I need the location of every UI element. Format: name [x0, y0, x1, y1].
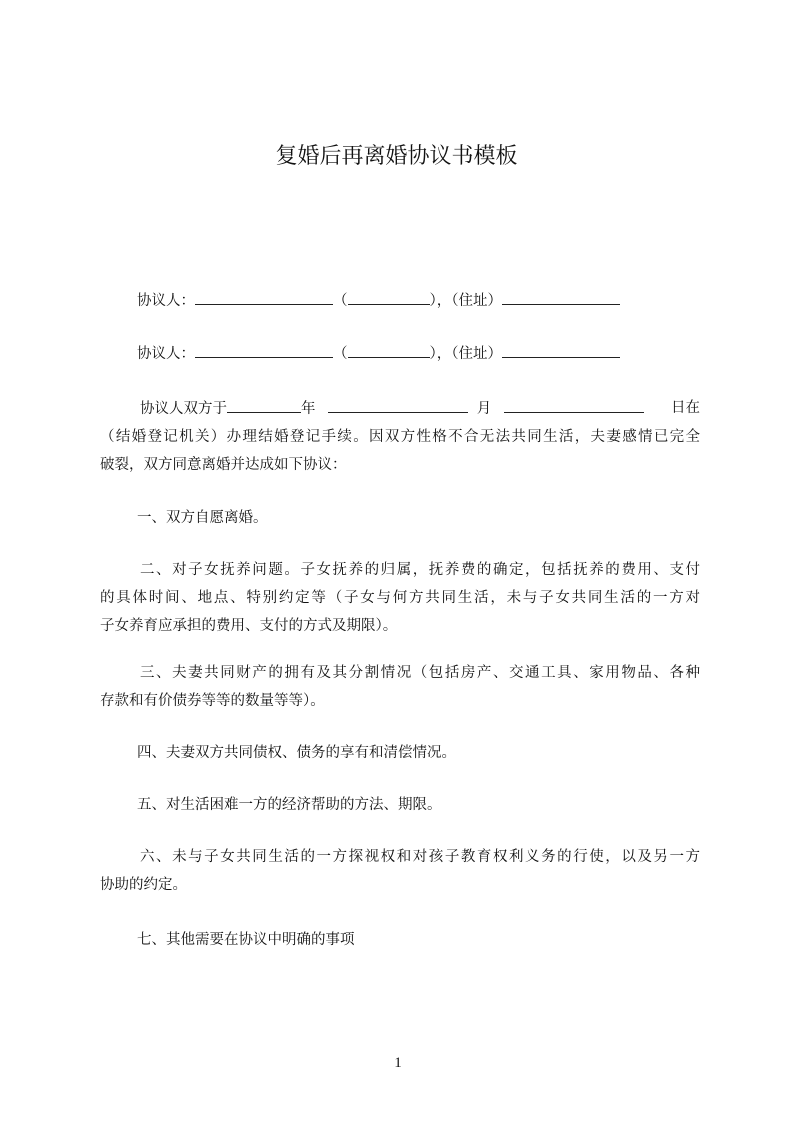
clause-3-line-2: 存款和有价债券等等的数量等等）。: [100, 693, 325, 709]
day-label: 日在: [671, 400, 700, 416]
party-line-2: [137, 343, 620, 364]
clause-3-line-1: 三、夫妻共同财产的拥有及其分割情况（包括房产、交通工具、家用物品、各种: [140, 665, 700, 681]
document-title: 复婚后再离婚协议书模板: [275, 144, 518, 169]
intro-line-1: [140, 398, 700, 419]
intro-text: 协议人双方于: [140, 401, 227, 417]
id-blank[interactable]: [348, 290, 430, 305]
paren-close: ），: [429, 346, 452, 362]
address-blank[interactable]: [502, 343, 620, 358]
clause-2-line-3: 子女养育应承担的费用、支付的方式及期限）。: [100, 618, 398, 634]
clause-2-line-1: 二、对子女抚养问题。子女抚养的归属，抚养费的确定，包括抚养的费用、支付: [140, 562, 700, 578]
address-label: （住址）: [451, 293, 502, 309]
party-line-1: [137, 290, 620, 311]
party-label: 协议人：: [137, 293, 195, 309]
address-label: （住址）: [451, 346, 502, 362]
paren-open: （: [333, 293, 348, 309]
address-blank[interactable]: [502, 290, 620, 305]
year-blank[interactable]: [227, 398, 301, 413]
name-blank[interactable]: [195, 290, 333, 305]
intro-line-2: （结婚登记机关）办理结婚登记手续。因双方性格不合无法共同生活，夫妻感情已完全: [100, 429, 700, 445]
id-blank[interactable]: [348, 343, 430, 358]
year-label: 年: [301, 401, 316, 417]
clause-6-line-2: 协助的约定。: [100, 877, 187, 893]
clause-6-line-1: 六、未与子女共同生活的一方探视权和对孩子教育权利义务的行使，以及另一方: [140, 849, 700, 865]
page-number: 1: [394, 1055, 402, 1071]
name-blank[interactable]: [195, 343, 333, 358]
month-blank[interactable]: [328, 398, 468, 413]
clause-4: 四、夫妻双方共同债权、债务的享有和清偿情况。: [137, 745, 456, 761]
clause-1: 一、双方自愿离婚。: [137, 510, 268, 526]
clause-5: 五、对生活困难一方的经济帮助的方法、期限。: [137, 797, 442, 813]
day-blank[interactable]: [504, 398, 644, 413]
clause-2-line-2: 的具体时间、地点、特别约定等（子女与何方共同生活，未与子女共同生活的一方对: [100, 590, 700, 606]
intro-line-3: 破裂，双方同意离婚并达成如下协议：: [100, 457, 347, 473]
party-label: 协议人：: [137, 346, 195, 362]
paren-open: （: [333, 346, 348, 362]
clause-7: 七、其他需要在协议中明确的事项: [137, 932, 355, 948]
paren-close: ），: [429, 293, 452, 309]
month-label: 月: [476, 401, 492, 417]
